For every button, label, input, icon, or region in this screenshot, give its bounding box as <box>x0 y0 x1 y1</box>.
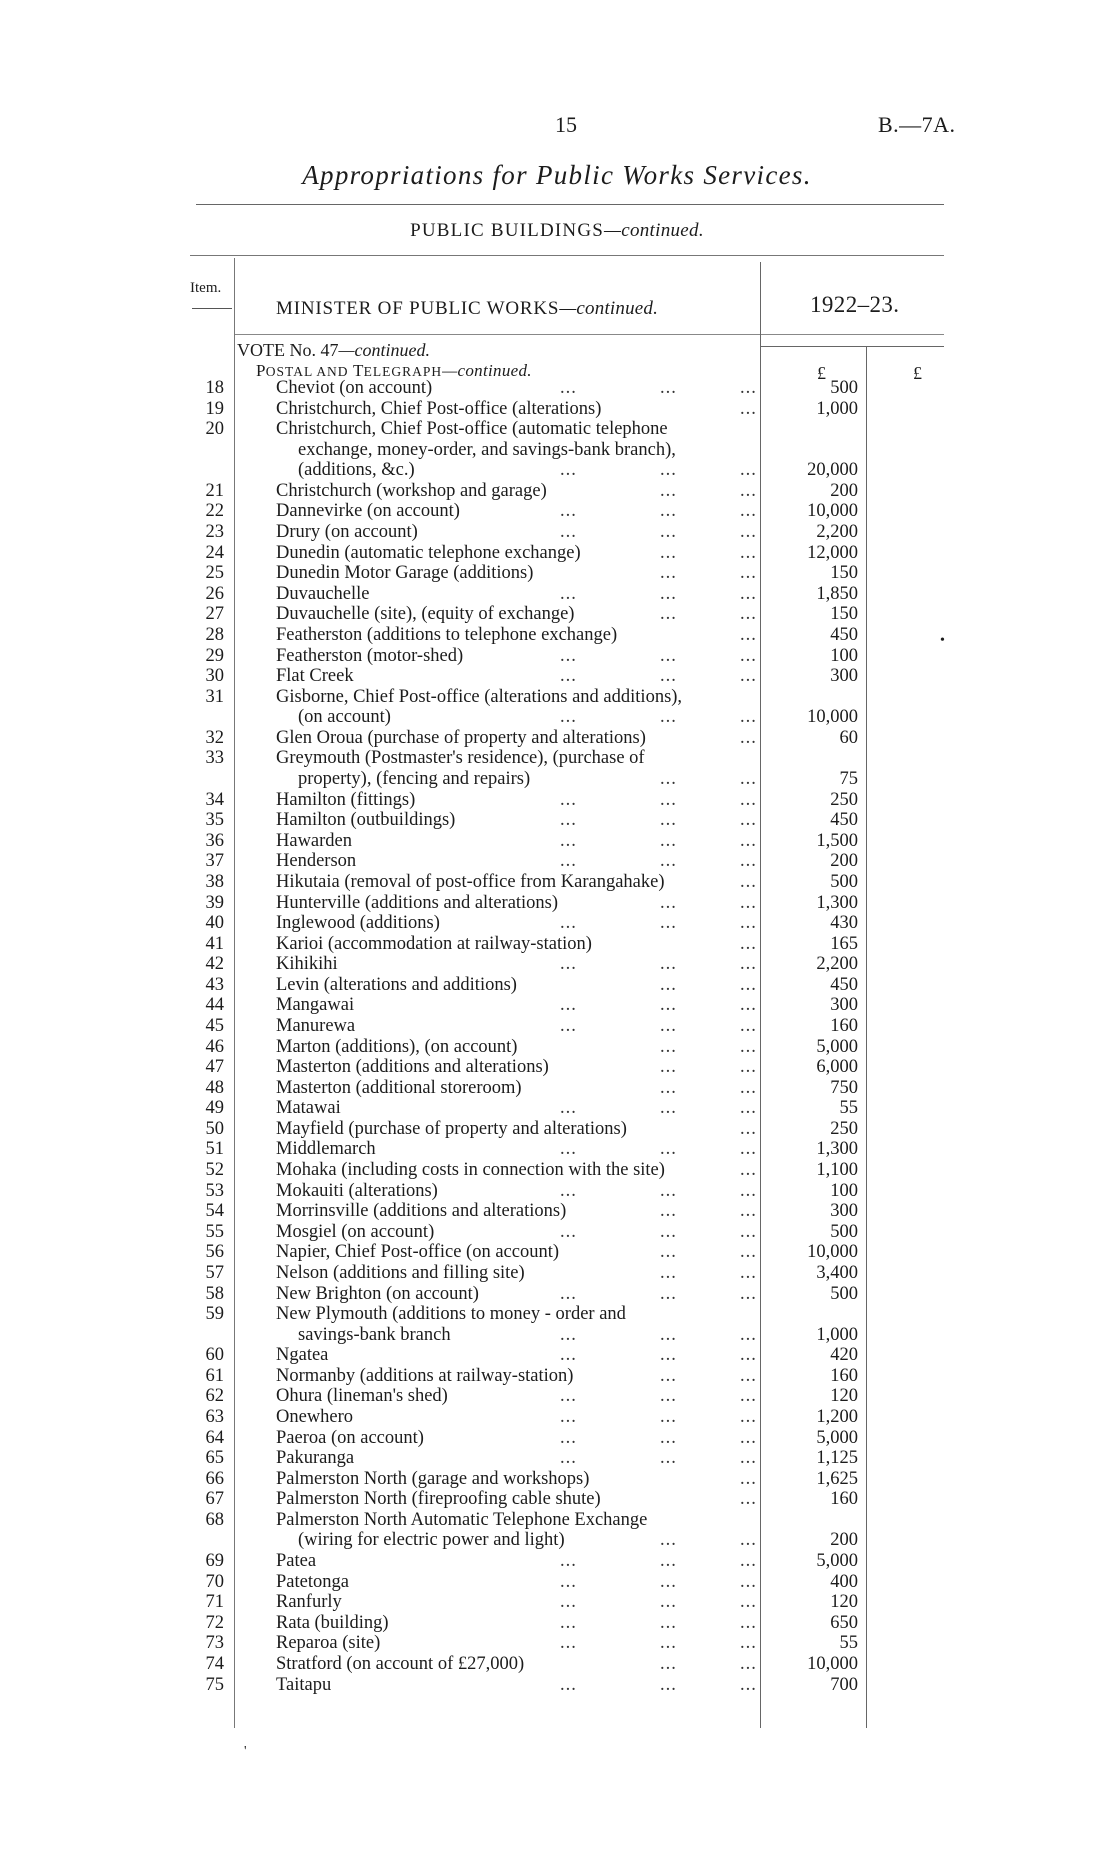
item-number: 33 <box>205 748 224 769</box>
item-description: Christchurch, Chief Post-office (automatic telephone <box>276 419 668 440</box>
item-amount: 1,200 <box>816 1407 858 1427</box>
item-number: 39 <box>205 892 224 913</box>
item-description: Taitapu <box>276 1674 332 1695</box>
item-description: (on account) <box>298 707 391 728</box>
item-description: Inglewood (additions) <box>276 913 440 934</box>
item-description: Patetonga <box>276 1571 349 1592</box>
item-amount: 500 <box>830 1221 858 1242</box>
currency-symbol-col1: £ <box>817 363 826 383</box>
item-number: 36 <box>205 830 224 851</box>
item-number: 60 <box>205 1345 224 1366</box>
item-description: New Plymouth (additions to money - order and <box>276 1304 626 1325</box>
item-amount: 75 <box>839 769 858 790</box>
item-amount: 450 <box>830 974 858 995</box>
item-amount: 450 <box>830 810 858 831</box>
item-amount: 1,300 <box>816 892 858 913</box>
item-description: Levin (alterations and additions) <box>276 974 517 995</box>
item-number: 53 <box>205 1180 224 1201</box>
subheading-cap-t: T <box>352 361 364 380</box>
item-amount: 55 <box>839 1098 858 1119</box>
item-number: 27 <box>205 604 224 625</box>
item-amount: 165 <box>830 933 858 954</box>
item-description: Masterton (additions and alterations) <box>276 1057 549 1078</box>
item-amount: 1,850 <box>816 583 858 604</box>
item-description: Dannevirke (on account) <box>276 501 460 522</box>
item-description: Mokauiti (alterations) <box>276 1180 438 1201</box>
item-amount: 150 <box>830 563 858 584</box>
item-description: (additions, &c.) <box>298 460 415 481</box>
item-description: Hawarden <box>276 830 353 851</box>
item-number: 65 <box>205 1448 224 1469</box>
item-number: 21 <box>205 480 224 501</box>
item-number: 38 <box>205 871 224 892</box>
item-amount: 60 <box>839 727 858 748</box>
item-description: Palmerston North (fireproofing cable shute) <box>276 1489 601 1510</box>
item-amount: 1,000 <box>816 398 858 419</box>
vote-heading-continued: —continued. <box>338 340 430 360</box>
item-number: 54 <box>205 1201 224 1222</box>
subheading-small-caps-ostal: OSTAL AND <box>265 364 353 379</box>
item-number: 42 <box>205 954 224 975</box>
item-amount: 200 <box>830 851 858 872</box>
item-description: Flat Creek <box>276 666 354 687</box>
item-number: 61 <box>205 1365 224 1386</box>
item-number: 35 <box>205 810 224 831</box>
vote-heading-main: VOTE No. 47 <box>237 340 339 360</box>
item-description: Onewhero <box>276 1407 354 1427</box>
item-description: Ngatea <box>276 1345 329 1366</box>
item-description: Drury (on account) <box>276 522 418 543</box>
item-number: 56 <box>205 1242 224 1263</box>
item-number: 43 <box>205 974 224 995</box>
item-amount: 2,200 <box>816 954 858 975</box>
item-number: 34 <box>205 789 224 810</box>
item-number: 48 <box>205 1077 224 1098</box>
item-number: 22 <box>205 501 224 522</box>
item-description: Hikutaia (removal of post-office from Karangahake) <box>276 871 665 892</box>
amount-column-divider <box>760 262 761 1728</box>
item-amount: 1,100 <box>816 1160 858 1181</box>
item-amount: 1,300 <box>816 1139 858 1160</box>
section-heading <box>0 220 1114 242</box>
item-number: 71 <box>205 1592 224 1613</box>
item-number: 41 <box>205 933 224 954</box>
item-amount: 250 <box>830 1118 858 1139</box>
item-amount: 10,000 <box>807 1242 858 1263</box>
item-amount: 450 <box>830 624 858 645</box>
item-description: Nelson (additions and filling site) <box>276 1262 525 1283</box>
item-number: 55 <box>205 1221 224 1242</box>
item-number: 72 <box>205 1612 224 1633</box>
year-column-header: 1922–23. <box>810 292 900 317</box>
item-number: 29 <box>205 645 224 666</box>
item-description: Karioi (accommodation at railway-station) <box>276 933 592 954</box>
item-amount: 10,000 <box>807 501 858 522</box>
item-amount: 430 <box>830 913 858 934</box>
item-description: Featherston (motor-shed) <box>276 645 464 666</box>
item-amount: 6,000 <box>816 1057 858 1078</box>
item-amount: 100 <box>830 1180 858 1201</box>
item-amount: 500 <box>830 1283 858 1304</box>
item-description: Morrinsville (additions and alterations) <box>276 1201 567 1222</box>
document-page: 15 B.—7A. Appropriations for Public Works Services. PUBLIC BUILDINGS—continued. Item. MINISTER OF PUBLIC WORKS—continued. 1922–23. VOTE No. 47—continued. POSTAL AND TELEGRAPH—continued. £ £ 18 Cheviot (on account) ... ... ... 500 19 Christchurch, Chief Post-office (alterations) ... 1,000 20 Christchurch, Chief Post-office (automatic telephone exchange, money-order, and savings-bank branch), (additions, &c.) ... ... ... 20,000 21 Christchurch (workshop and garage) ... ... 200 22 Dannevirke (on account) ... ... ... 10,000 23 Drury (on account) ... ... ... 2,200 24 Dunedin (automatic telephone exchange) ... ... 12,000 25 Dunedin Motor Garage (additions) ... ... 150 26 Duvauchelle ... ... ... 1,850 27 Duvauchelle (site), (equity of exchange) ... ... 150 28 Featherston (additions to telephone exchange) ... 450 29 Featherston (motor-shed) ... ... ... 100 30 Flat Creek ... ... ... 300 31 Gisborne, Chief Post-office (alterations and additions), (on account) ... ... ... 10,000 32 Glen Oroua (purchase of property and alterations) ... 60 33 Greymouth (Postmaster's residence), (purchase of property), (fencing and repairs) ... ... 75 34 Hamilton (fittings) ... ... ... 250 35 Hamilton (outbuildings) ... ... ... 450 36 Hawarden ... ... ... 1,500 37 Henderson ... ... ... 200 38 Hikutaia (removal of post-office from Karangahake) ... 500 39 Hunterville (additions and alterations) ... ... 1,300 40 Inglewood (additions) ... ... ... 430 41 Karioi (accommodation at railway-station) ... 165 42 Kihikihi ... ... ... 2,200 43 Levin (alterations and additions) ... ... 450 44 Mangawai ... ... ... 300 45 Manurewa ... ... ... 160 46 Marton (additions), (on account) ... ... 5,000 47 Masterton (additions and alterations) ... ... 6,000 48 Masterton (additional storeroom) ... ... 750 49 Matawai ... ... ... 55 50 Mayfield (purchase of property and alterations) ... 250 51 Middlemarch ... ... ... 1,300 52 Mohaka (including costs in connection with the site) ... 1,100 53 Mokauiti (alterations) ... ... ... 100 54 Morrinsville (additions and alterations) ... ... 300 55 Mosgiel (on account) ... ... ... 500 56 Napier, Chief Post-office (on account) ... ... 10,000 57 Nelson (additions and filling site) ... ... 3,400 58 New Brighton (on account) ... ... ... 500 59 New Plymouth (additions to money - order and savings-bank branch ... ... ... 1,000 60 Ngatea ... ... ... 420 61 Normanby (additions at railway-station) ... ... 160 62 Ohura (lineman's shed) ... ... ... 120 63 Onewhero ... ... ... 1,200 64 Paeroa (on account) ... ... ... 5,000 65 Pakuranga ... ... ... 1,125 66 Palmerston North (garage and workshops) ... 1,625 67 Palmerston North (fireproofing cable shute) ... 160 68 Palmerston North Automatic Telephone Exchange (wiring for electric power and light) ... ... 200 69 Patea ... ... ... 5,000 70 Patetonga ... ... ... 400 71 Ranfurly ... ... ... 120 72 Rata (building) ... ... ... 650 73 Reparoa (site) ... ... ... 55 74 Stratford (on account of £27,000) ... ... 10,000 75 Taitapu ... ... ... 700 • ' <box>0 0 1114 1871</box>
item-amount: 5,000 <box>816 1427 858 1448</box>
item-description: Cheviot (on account) <box>276 378 433 398</box>
item-number: 74 <box>205 1653 224 1674</box>
item-amount: 300 <box>830 1201 858 1222</box>
item-description: Hamilton (outbuildings) <box>276 810 456 831</box>
item-description: Manurewa <box>276 1015 356 1036</box>
stray-mark: • <box>940 633 945 648</box>
item-number: 30 <box>205 666 224 687</box>
item-amount: 1,000 <box>816 1324 858 1345</box>
minister-heading-main: MINISTER OF PUBLIC WORKS <box>276 298 560 319</box>
item-number: 75 <box>205 1674 224 1695</box>
item-amount: 300 <box>830 995 858 1016</box>
item-description: Marton (additions), (on account) <box>276 1036 518 1057</box>
item-description: Hamilton (fittings) <box>276 789 416 810</box>
item-description: savings-bank branch <box>298 1324 451 1345</box>
item-description: Christchurch, Chief Post-office (alterations) <box>276 398 602 419</box>
item-description: Stratford (on account of £27,000) <box>276 1653 525 1674</box>
item-description: Normanby (additions at railway-station) <box>276 1365 574 1386</box>
item-amount: 120 <box>830 1592 858 1613</box>
item-number: 70 <box>205 1571 224 1592</box>
item-description: Glen Oroua (purchase of property and alterations) <box>276 727 646 748</box>
item-amount: 5,000 <box>816 1036 858 1057</box>
item-number: 28 <box>205 624 224 645</box>
item-amount: 55 <box>839 1633 858 1654</box>
page-title: Appropriations for Public Works Services. <box>302 160 812 190</box>
page-number: 15 <box>555 112 577 137</box>
item-amount: 200 <box>830 480 858 501</box>
item-number: 45 <box>205 1015 224 1036</box>
item-column-divider <box>234 258 235 1728</box>
item-description: Mangawai <box>276 995 355 1016</box>
item-amount: 10,000 <box>807 707 858 728</box>
item-number: 46 <box>205 1036 224 1057</box>
item-description: Christchurch (workshop and garage) <box>276 480 547 501</box>
item-description: property), (fencing and repairs) <box>298 769 531 790</box>
minister-heading <box>276 298 658 320</box>
item-amount: 5,000 <box>816 1551 858 1572</box>
item-description: Duvauchelle (site), (equity of exchange) <box>276 604 575 625</box>
item-amount: 400 <box>830 1571 858 1592</box>
item-number: 24 <box>205 542 224 563</box>
item-number: 44 <box>205 995 224 1016</box>
item-description: Featherston (additions to telephone exchange) <box>276 624 618 645</box>
item-description: Reparoa (site) <box>276 1633 381 1654</box>
section-heading-main: PUBLIC BUILDINGS <box>410 220 605 241</box>
item-number: 49 <box>205 1098 224 1119</box>
item-number: 40 <box>205 913 224 934</box>
item-amount: 10,000 <box>807 1653 858 1674</box>
item-number: 25 <box>205 563 224 584</box>
stray-mark: ' <box>244 1744 247 1759</box>
item-number: 59 <box>205 1304 224 1325</box>
subheading-continued: —continued. <box>442 361 532 380</box>
item-description: Dunedin (automatic telephone exchange) <box>276 542 581 563</box>
item-amount: 1,625 <box>816 1468 858 1489</box>
minister-heading-continued: —continued. <box>559 298 659 319</box>
item-amount: 500 <box>830 871 858 892</box>
item-number: 69 <box>205 1551 224 1572</box>
item-description: Gisborne, Chief Post-office (alterations and additions), <box>276 686 683 707</box>
item-description: Palmerston North (garage and workshops) <box>276 1468 590 1489</box>
item-number: 50 <box>205 1118 224 1139</box>
item-amount: 120 <box>830 1386 858 1407</box>
title-rule <box>196 204 944 205</box>
item-amount: 1,500 <box>816 830 858 851</box>
item-description: Henderson <box>276 851 357 872</box>
amount-header-rule <box>760 346 944 347</box>
item-amount: 160 <box>830 1015 858 1036</box>
currency-symbol-col2: £ <box>913 363 922 383</box>
item-description: Pakuranga <box>276 1448 355 1469</box>
item-number: 58 <box>205 1283 224 1304</box>
item-number: 62 <box>205 1386 224 1407</box>
item-description: New Brighton (on account) <box>276 1283 479 1304</box>
second-amount-divider <box>866 346 867 1728</box>
subheading-cap-p: P <box>256 361 266 380</box>
item-amount: 500 <box>830 378 858 398</box>
subheading-small-caps-elegraph: ELEGRAPH <box>363 364 443 379</box>
item-number: 64 <box>205 1427 224 1448</box>
item-amount: 1,125 <box>816 1448 858 1469</box>
item-number: 18 <box>205 378 224 398</box>
document-reference: B.—7A. <box>878 112 956 137</box>
item-amount: 200 <box>830 1530 858 1551</box>
item-number: 37 <box>205 851 224 872</box>
item-description: Palmerston North Automatic Telephone Exchange <box>276 1509 648 1530</box>
item-description: Greymouth (Postmaster's residence), (purchase of <box>276 748 645 769</box>
item-number: 66 <box>205 1468 224 1489</box>
item-number: 68 <box>205 1509 224 1530</box>
item-number: 52 <box>205 1160 224 1181</box>
vote-heading <box>237 340 430 361</box>
item-number: 19 <box>205 398 224 419</box>
item-amount: 2,200 <box>816 522 858 543</box>
item-description: exchange, money-order, and savings-bank branch), <box>298 439 676 460</box>
item-description: Kihikihi <box>276 954 338 975</box>
item-number: 23 <box>205 522 224 543</box>
item-amount: 3,400 <box>816 1262 858 1283</box>
item-number: 47 <box>205 1057 224 1078</box>
item-description: Ohura (lineman's shed) <box>276 1386 448 1407</box>
item-description: Mayfield (purchase of property and alterations) <box>276 1118 627 1139</box>
item-header-rule <box>192 308 232 309</box>
item-description: Matawai <box>276 1098 341 1119</box>
item-description: Hunterville (additions and alterations) <box>276 892 559 913</box>
item-description: Napier, Chief Post-office (on account) <box>276 1242 560 1263</box>
item-number: 26 <box>205 583 224 604</box>
header-bottom-rule <box>234 334 944 335</box>
item-amount: 420 <box>830 1345 858 1366</box>
item-number: 20 <box>205 419 224 440</box>
section-heading-continued: —continued. <box>604 220 704 241</box>
item-number: 67 <box>205 1489 224 1510</box>
item-amount: 160 <box>830 1365 858 1386</box>
item-amount: 700 <box>830 1674 858 1695</box>
item-description: Ranfurly <box>276 1592 342 1613</box>
item-amount: 650 <box>830 1612 858 1633</box>
item-amount: 12,000 <box>807 542 858 563</box>
item-number: 73 <box>205 1633 224 1654</box>
item-number: 63 <box>205 1407 224 1427</box>
item-description: Patea <box>276 1551 317 1572</box>
item-amount: 150 <box>830 604 858 625</box>
item-number: 51 <box>205 1139 224 1160</box>
item-description: Dunedin Motor Garage (additions) <box>276 563 534 584</box>
item-column-header: Item. <box>190 280 222 296</box>
item-amount: 160 <box>830 1489 858 1510</box>
item-description: Rata (building) <box>276 1612 389 1633</box>
item-amount: 20,000 <box>807 460 858 481</box>
item-description: Paeroa (on account) <box>276 1427 424 1448</box>
item-description: (wiring for electric power and light) <box>298 1530 565 1551</box>
item-amount: 750 <box>830 1077 858 1098</box>
item-description: Middlemarch <box>276 1139 376 1160</box>
table-top-rule <box>190 255 944 256</box>
item-number: 32 <box>205 727 224 748</box>
item-description: Mohaka (including costs in connection with the site) <box>276 1160 665 1181</box>
item-description: Mosgiel (on account) <box>276 1221 435 1242</box>
item-amount: 100 <box>830 645 858 666</box>
item-description: Masterton (additional storeroom) <box>276 1077 522 1098</box>
item-number: 31 <box>205 686 224 707</box>
item-amount: 300 <box>830 666 858 687</box>
item-description: Duvauchelle <box>276 583 370 604</box>
item-number: 57 <box>205 1262 224 1283</box>
item-amount: 250 <box>830 789 858 810</box>
